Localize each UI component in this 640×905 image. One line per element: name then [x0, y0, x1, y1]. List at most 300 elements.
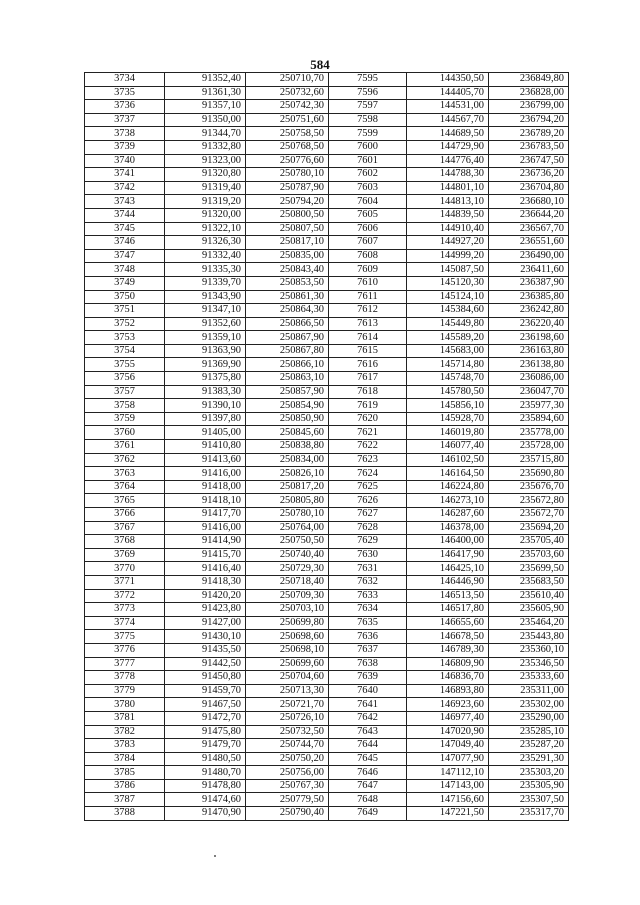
table-cell: 147112,10 — [407, 766, 489, 780]
table-cell: 146923,60 — [407, 698, 489, 712]
table-cell: 147143,00 — [407, 779, 489, 793]
table-cell: 3764 — [85, 480, 165, 494]
table-cell: 146077,40 — [407, 440, 489, 454]
table-cell: 91475,80 — [165, 725, 246, 739]
table-cell: 7621 — [329, 426, 407, 440]
table-cell: 236163,80 — [489, 344, 569, 358]
table-cell: 3741 — [85, 168, 165, 182]
table-cell: 144729,90 — [407, 140, 489, 154]
table-cell: 7648 — [329, 793, 407, 807]
table-cell: 91359,10 — [165, 331, 246, 345]
table-cell: 250817,10 — [246, 236, 329, 250]
table-row — [85, 412, 569, 426]
table-cell: 91352,60 — [165, 317, 246, 331]
table-cell: 144689,50 — [407, 127, 489, 141]
table-cell: 250787,90 — [246, 181, 329, 195]
table-cell: 145384,60 — [407, 304, 489, 318]
table-row — [85, 766, 569, 780]
table-cell: 145120,30 — [407, 276, 489, 290]
table-cell: 236387,90 — [489, 276, 569, 290]
table-cell: 91319,20 — [165, 195, 246, 209]
table-cell: 91326,30 — [165, 236, 246, 250]
table-cell: 236747,50 — [489, 154, 569, 168]
coordinates-table — [84, 72, 569, 821]
table-cell: 91480,50 — [165, 752, 246, 766]
table-cell: 235672,70 — [489, 508, 569, 522]
table-cell: 250805,80 — [246, 494, 329, 508]
table-row — [85, 86, 569, 100]
table-cell: 91430,10 — [165, 630, 246, 644]
table-cell: 3788 — [85, 807, 165, 821]
table-cell: 3738 — [85, 127, 165, 141]
table-row — [85, 426, 569, 440]
table-row — [85, 671, 569, 685]
table-cell: 3781 — [85, 711, 165, 725]
table-cell: 235317,70 — [489, 807, 569, 821]
table-cell: 7602 — [329, 168, 407, 182]
table-row — [85, 453, 569, 467]
table-cell: 7607 — [329, 236, 407, 250]
table-cell: 145087,50 — [407, 263, 489, 277]
table-cell: 235705,40 — [489, 535, 569, 549]
table-row — [85, 698, 569, 712]
table-cell: 236385,80 — [489, 290, 569, 304]
table-cell: 250834,00 — [246, 453, 329, 467]
table-cell: 3743 — [85, 195, 165, 209]
table-cell: 91344,70 — [165, 127, 246, 141]
table-cell: 146425,10 — [407, 562, 489, 576]
table-cell: 3759 — [85, 412, 165, 426]
table-cell: 3746 — [85, 236, 165, 250]
table-cell: 7644 — [329, 739, 407, 753]
table-cell: 146446,90 — [407, 575, 489, 589]
table-cell: 236047,70 — [489, 385, 569, 399]
table-cell: 7625 — [329, 480, 407, 494]
table-row — [85, 140, 569, 154]
table-cell: 91480,70 — [165, 766, 246, 780]
table-cell: 235307,50 — [489, 793, 569, 807]
table-cell: 250699,80 — [246, 616, 329, 630]
table-cell: 236799,00 — [489, 100, 569, 114]
table-cell: 145449,80 — [407, 317, 489, 331]
table-cell: 91335,30 — [165, 263, 246, 277]
table-cell: 91459,70 — [165, 684, 246, 698]
table-cell: 3773 — [85, 603, 165, 617]
table-cell: 235728,00 — [489, 440, 569, 454]
table-cell: 250764,00 — [246, 521, 329, 535]
table-cell: 144927,20 — [407, 236, 489, 250]
table-cell: 91414,90 — [165, 535, 246, 549]
table-cell: 250807,50 — [246, 222, 329, 236]
table-cell: 7596 — [329, 86, 407, 100]
table-cell: 236680,10 — [489, 195, 569, 209]
table-row — [85, 603, 569, 617]
table-cell: 250750,50 — [246, 535, 329, 549]
table-cell: 250843,40 — [246, 263, 329, 277]
table-row — [85, 168, 569, 182]
table-cell: 91413,60 — [165, 453, 246, 467]
table-cell: 250699,60 — [246, 657, 329, 671]
table-row — [85, 263, 569, 277]
table-cell: 7649 — [329, 807, 407, 821]
table-cell: 144910,40 — [407, 222, 489, 236]
table-cell: 250768,50 — [246, 140, 329, 154]
table-cell: 144999,20 — [407, 249, 489, 263]
table-cell: 3772 — [85, 589, 165, 603]
table-row — [85, 208, 569, 222]
table-cell: 3780 — [85, 698, 165, 712]
table-cell: 7619 — [329, 399, 407, 413]
table-cell: 3754 — [85, 344, 165, 358]
table-cell: 146517,80 — [407, 603, 489, 617]
coordinates-table-body — [85, 73, 569, 821]
table-cell: 146977,40 — [407, 711, 489, 725]
table-row — [85, 344, 569, 358]
table-cell: 3777 — [85, 657, 165, 671]
table-cell: 3774 — [85, 616, 165, 630]
table-cell: 91423,80 — [165, 603, 246, 617]
table-cell: 91450,80 — [165, 671, 246, 685]
table-cell: 235676,70 — [489, 480, 569, 494]
table-cell: 7640 — [329, 684, 407, 698]
table-cell: 250857,90 — [246, 385, 329, 399]
table-cell: 7595 — [329, 73, 407, 87]
table-cell: 235291,30 — [489, 752, 569, 766]
table-cell: 91369,90 — [165, 358, 246, 372]
table-cell: 7637 — [329, 643, 407, 657]
table-cell: 235699,50 — [489, 562, 569, 576]
table-row — [85, 657, 569, 671]
table-cell: 145683,00 — [407, 344, 489, 358]
table-cell: 144839,50 — [407, 208, 489, 222]
table-cell: 144813,10 — [407, 195, 489, 209]
table-cell: 7623 — [329, 453, 407, 467]
table-cell: 235290,00 — [489, 711, 569, 725]
table-cell: 7612 — [329, 304, 407, 318]
table-cell: 7597 — [329, 100, 407, 114]
table-cell: 235360,10 — [489, 643, 569, 657]
table-cell: 3782 — [85, 725, 165, 739]
table-cell: 91418,10 — [165, 494, 246, 508]
scan-speck — [214, 855, 216, 857]
table-cell: 236736,20 — [489, 168, 569, 182]
table-cell: 3739 — [85, 140, 165, 154]
table-cell: 7631 — [329, 562, 407, 576]
table-cell: 144567,70 — [407, 113, 489, 127]
table-row — [85, 73, 569, 87]
table-cell: 146378,00 — [407, 521, 489, 535]
table-cell: 236086,00 — [489, 372, 569, 386]
table-cell: 7603 — [329, 181, 407, 195]
table-cell: 7628 — [329, 521, 407, 535]
table-cell: 235287,20 — [489, 739, 569, 753]
table-cell: 91416,00 — [165, 467, 246, 481]
table-cell: 91343,90 — [165, 290, 246, 304]
table-cell: 235977,30 — [489, 399, 569, 413]
table-row — [85, 480, 569, 494]
table-cell: 91383,30 — [165, 385, 246, 399]
table-cell: 250713,30 — [246, 684, 329, 698]
table-cell: 146809,90 — [407, 657, 489, 671]
table-cell: 147020,90 — [407, 725, 489, 739]
table-cell: 236828,00 — [489, 86, 569, 100]
table-cell: 7608 — [329, 249, 407, 263]
table-cell: 250866,10 — [246, 358, 329, 372]
table-cell: 3783 — [85, 739, 165, 753]
table-cell: 146678,50 — [407, 630, 489, 644]
table-cell: 91323,00 — [165, 154, 246, 168]
table-cell: 7599 — [329, 127, 407, 141]
table-row — [85, 154, 569, 168]
table-cell: 7630 — [329, 548, 407, 562]
table-row — [85, 725, 569, 739]
table-cell: 250853,50 — [246, 276, 329, 290]
table-cell: 145589,20 — [407, 331, 489, 345]
table-cell: 146836,70 — [407, 671, 489, 685]
table-cell: 236220,40 — [489, 317, 569, 331]
table-row — [85, 249, 569, 263]
table-cell: 3734 — [85, 73, 165, 87]
table-cell: 235690,80 — [489, 467, 569, 481]
table-row — [85, 807, 569, 821]
table-cell: 250721,70 — [246, 698, 329, 712]
table-cell: 146273,10 — [407, 494, 489, 508]
table-cell: 235694,20 — [489, 521, 569, 535]
table-cell: 91474,60 — [165, 793, 246, 807]
table-cell: 3757 — [85, 385, 165, 399]
table-cell: 250740,40 — [246, 548, 329, 562]
table-cell: 7627 — [329, 508, 407, 522]
table-cell: 91418,30 — [165, 575, 246, 589]
table-cell: 7634 — [329, 603, 407, 617]
page-number: 584 — [310, 57, 330, 72]
table-cell: 250790,40 — [246, 807, 329, 821]
table-cell: 145714,80 — [407, 358, 489, 372]
table-row — [85, 317, 569, 331]
table-cell: 146655,60 — [407, 616, 489, 630]
table-row — [85, 779, 569, 793]
table-cell: 236789,20 — [489, 127, 569, 141]
table-row — [85, 494, 569, 508]
table-cell: 235302,00 — [489, 698, 569, 712]
table-cell: 91442,50 — [165, 657, 246, 671]
table-cell: 91479,70 — [165, 739, 246, 753]
table-row — [85, 630, 569, 644]
table-cell: 146224,80 — [407, 480, 489, 494]
table-cell: 3770 — [85, 562, 165, 576]
table-cell: 235464,20 — [489, 616, 569, 630]
table-cell: 91467,50 — [165, 698, 246, 712]
table-row — [85, 331, 569, 345]
table-cell: 236411,60 — [489, 263, 569, 277]
table-row — [85, 562, 569, 576]
table-cell: 144531,00 — [407, 100, 489, 114]
table-cell: 3749 — [85, 276, 165, 290]
table-row — [85, 548, 569, 562]
table-cell: 236644,20 — [489, 208, 569, 222]
table-cell: 147156,60 — [407, 793, 489, 807]
table-cell: 235894,60 — [489, 412, 569, 426]
table-cell: 3762 — [85, 453, 165, 467]
table-cell: 235305,90 — [489, 779, 569, 793]
table-cell: 146102,50 — [407, 453, 489, 467]
table-cell: 7613 — [329, 317, 407, 331]
table-cell: 91322,10 — [165, 222, 246, 236]
table-cell: 235605,90 — [489, 603, 569, 617]
table-cell: 3737 — [85, 113, 165, 127]
table-cell: 3779 — [85, 684, 165, 698]
table-cell: 91361,30 — [165, 86, 246, 100]
table-cell: 250794,20 — [246, 195, 329, 209]
table-cell: 235610,40 — [489, 589, 569, 603]
table-cell: 235303,20 — [489, 766, 569, 780]
table-cell: 147077,90 — [407, 752, 489, 766]
table-cell: 3742 — [85, 181, 165, 195]
table-cell: 3761 — [85, 440, 165, 454]
table-cell: 250867,80 — [246, 344, 329, 358]
table-cell: 146513,50 — [407, 589, 489, 603]
table-cell: 7617 — [329, 372, 407, 386]
table-row — [85, 535, 569, 549]
table-cell: 250709,30 — [246, 589, 329, 603]
table-cell: 7647 — [329, 779, 407, 793]
table-cell: 7604 — [329, 195, 407, 209]
table-cell: 91410,80 — [165, 440, 246, 454]
table-cell: 235715,80 — [489, 453, 569, 467]
table-cell: 7610 — [329, 276, 407, 290]
table-cell: 250758,50 — [246, 127, 329, 141]
table-cell: 3752 — [85, 317, 165, 331]
table-cell: 144405,70 — [407, 86, 489, 100]
table-cell: 146287,60 — [407, 508, 489, 522]
table-cell: 250698,60 — [246, 630, 329, 644]
table-row — [85, 222, 569, 236]
table-row — [85, 739, 569, 753]
table-row — [85, 467, 569, 481]
table-cell: 91416,00 — [165, 521, 246, 535]
table-row — [85, 575, 569, 589]
table-cell: 7616 — [329, 358, 407, 372]
table-cell: 144801,10 — [407, 181, 489, 195]
table-cell: 91435,50 — [165, 643, 246, 657]
table-row — [85, 304, 569, 318]
table-cell: 3778 — [85, 671, 165, 685]
table-cell: 7601 — [329, 154, 407, 168]
table-cell: 144788,30 — [407, 168, 489, 182]
table-cell: 7643 — [329, 725, 407, 739]
table-cell: 3765 — [85, 494, 165, 508]
table-cell: 250838,80 — [246, 440, 329, 454]
table-cell: 236551,60 — [489, 236, 569, 250]
table-cell: 250780,10 — [246, 168, 329, 182]
table-row — [85, 100, 569, 114]
table-cell: 7624 — [329, 467, 407, 481]
table-cell: 91320,00 — [165, 208, 246, 222]
table-cell: 236794,20 — [489, 113, 569, 127]
table-cell: 7611 — [329, 290, 407, 304]
table-cell: 250817,20 — [246, 480, 329, 494]
table-cell: 146400,00 — [407, 535, 489, 549]
table-cell: 3744 — [85, 208, 165, 222]
table-cell: 3745 — [85, 222, 165, 236]
table-row — [85, 290, 569, 304]
table-cell: 7618 — [329, 385, 407, 399]
table-row — [85, 752, 569, 766]
table-cell: 250742,30 — [246, 100, 329, 114]
table-cell: 147221,50 — [407, 807, 489, 821]
table-cell: 250861,30 — [246, 290, 329, 304]
table-cell: 250800,50 — [246, 208, 329, 222]
table-cell: 7632 — [329, 575, 407, 589]
table-cell: 7636 — [329, 630, 407, 644]
table-cell: 91427,00 — [165, 616, 246, 630]
table-cell: 145748,70 — [407, 372, 489, 386]
table-cell: 7646 — [329, 766, 407, 780]
table-cell: 235683,50 — [489, 575, 569, 589]
table-cell: 250864,30 — [246, 304, 329, 318]
table-cell: 91415,70 — [165, 548, 246, 562]
table-cell: 146019,80 — [407, 426, 489, 440]
table-cell: 7641 — [329, 698, 407, 712]
table-cell: 3785 — [85, 766, 165, 780]
table-row — [85, 684, 569, 698]
table-cell: 3736 — [85, 100, 165, 114]
table-row — [85, 793, 569, 807]
table-cell: 250845,60 — [246, 426, 329, 440]
table-cell: 235311,00 — [489, 684, 569, 698]
table-cell: 145856,10 — [407, 399, 489, 413]
table-cell: 91418,00 — [165, 480, 246, 494]
table-cell: 250826,10 — [246, 467, 329, 481]
table-cell: 7626 — [329, 494, 407, 508]
table-row — [85, 589, 569, 603]
table-cell: 3776 — [85, 643, 165, 657]
table-cell: 91470,90 — [165, 807, 246, 821]
table-cell: 250750,20 — [246, 752, 329, 766]
table-cell: 3775 — [85, 630, 165, 644]
table-cell: 147049,40 — [407, 739, 489, 753]
table-row — [85, 711, 569, 725]
table-cell: 144350,50 — [407, 73, 489, 87]
table-cell: 3767 — [85, 521, 165, 535]
table-cell: 91357,10 — [165, 100, 246, 114]
table-cell: 7598 — [329, 113, 407, 127]
table-cell: 3748 — [85, 263, 165, 277]
table-cell: 7629 — [329, 535, 407, 549]
table-cell: 91416,40 — [165, 562, 246, 576]
table-cell: 3784 — [85, 752, 165, 766]
table-row — [85, 399, 569, 413]
table-cell: 250703,10 — [246, 603, 329, 617]
table-cell: 3751 — [85, 304, 165, 318]
table-cell: 7633 — [329, 589, 407, 603]
table-row — [85, 127, 569, 141]
table-cell: 91397,80 — [165, 412, 246, 426]
table-cell: 91339,70 — [165, 276, 246, 290]
table-cell: 250867,90 — [246, 331, 329, 345]
table-cell: 235778,00 — [489, 426, 569, 440]
table-cell: 91478,80 — [165, 779, 246, 793]
table-cell: 3771 — [85, 575, 165, 589]
table-cell: 250732,60 — [246, 86, 329, 100]
table-cell: 146893,80 — [407, 684, 489, 698]
table-cell: 3740 — [85, 154, 165, 168]
table-cell: 91350,00 — [165, 113, 246, 127]
table-cell: 236242,80 — [489, 304, 569, 318]
table-cell: 3756 — [85, 372, 165, 386]
table-cell: 146789,30 — [407, 643, 489, 657]
table-row — [85, 440, 569, 454]
